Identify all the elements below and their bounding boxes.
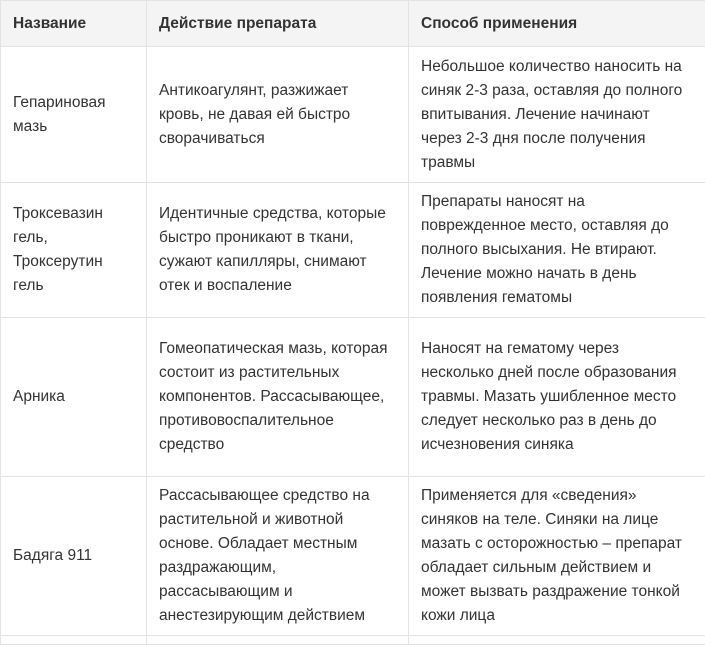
cell-name: Арника <box>1 318 147 477</box>
cell-usage: Небольшое количество наносить на синяк 2-3 раза, оставляя до полного впитывания. Лечение начинают через 2-3 дня после получения травмы <box>409 47 705 183</box>
cell-usage: Препараты наносят на поврежденное место, оставляя до полного высыхания. Не втирают. Лечение можно начать в день появления гематомы <box>409 183 705 318</box>
cell-action: Идентичные средства, которые быстро проникают в ткани, сужают капилляры, снимают отек и воспаление <box>147 183 409 318</box>
cell-action: Рассасывающее средство на растительной и животной основе. Обладает местным раздражающим, рассасывающим и анестезирующим действием <box>147 477 409 636</box>
cell-name: Троксевазин гель, Троксерутин гель <box>1 183 147 318</box>
cell-name: Гепариновая мазь <box>1 47 147 183</box>
table-row <box>1 318 705 477</box>
cell-usage: Наносят на гематому через несколько дней после образования травмы. Мазать ушибленное место следует несколько раз в день до исчезновения синяка <box>409 318 705 477</box>
cell-action: Антикоагулянт, разжижает кровь, не давая ей быстро сворачиваться <box>147 47 409 183</box>
table-row <box>1 477 705 636</box>
table-row <box>1 47 705 183</box>
table-row <box>1 183 705 318</box>
cell-usage: Применяется для «сведения» синяков на теле. Синяки на лице мазать с осторожностью – препарат обладает сильным действием и может вызвать раздражение тонкой кожи лица <box>409 477 705 636</box>
cell-name: Бадяга 911 <box>1 477 147 636</box>
column-header-usage: Способ применения <box>409 1 705 47</box>
column-header-action: Действие препарата <box>147 1 409 47</box>
cell-action: Гомеопатическая мазь, которая состоит из растительных компонентов. Рассасывающее, противовоспалительное средство <box>147 318 409 477</box>
column-header-name: Название <box>1 1 147 47</box>
table-header-row <box>1 1 705 47</box>
